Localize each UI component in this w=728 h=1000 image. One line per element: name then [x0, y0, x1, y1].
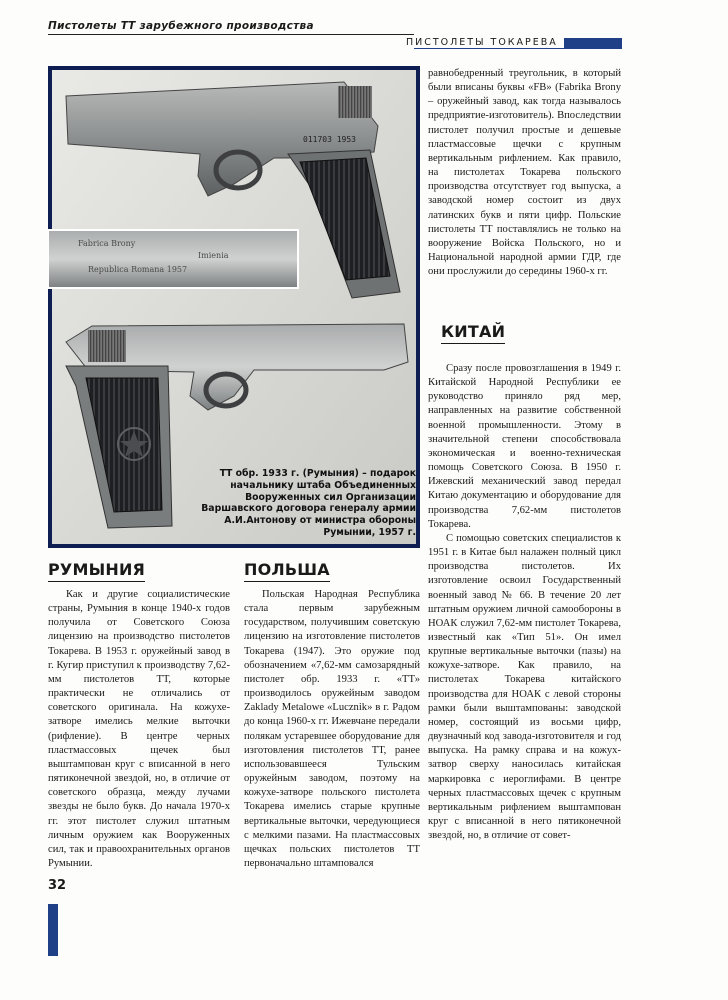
romania-heading: РУМЫНИЯ	[48, 560, 145, 582]
china-paragraph-2: С помощью советских специалистов к 1951 г. в Китае был налажен полный цикл производства пистолетов. Их изготовление освоил Государственный военный завод № 66. В течение 20 лет штатным оружием личной самообороны в НОАК служил 7,62-мм пистолет Токарева, известный как «Тип 51». Он имел крупные вертикальные выточки (пазы) на кожухе-затворе. Как правило, на пистолетах Токарева китайского производства для НОАК с левой стороны рамки были выштампованы: заводской номер, состоящий из восьми цифр, двузначный код завода-изготовителя и год выпуска. На рамку справа и на кожух-затвор сверху наносилась китайская маркировка с иероглифами. В центре черных пластмассовых щечек с крупным вертикальным рифлением выштампован круг с вписанной в него пятиконечной звездой, но, в отличие от совет-	[428, 532, 621, 842]
series-title: ПИСТОЛЕТЫ ТОКАРЕВА	[400, 37, 564, 48]
serial-marking: 011703 1953	[303, 135, 356, 144]
header-rule	[48, 34, 414, 35]
poland-paragraph: Польская Народная Республика стала первым зарубежным государством, получившим советскую лицензию на изготовление пистолетов Токарева (1947). Это оружие под обозначением «7,62-мм самозарядный пистолет обр. 1933 г. «ТТ» производилось оружейным заводом Zaklady Metalowe «Lucznik» в г. Радом до конца 1960-х гг. Ижевчане передали полякам устаревшее оборудование для изготовления пистолетов ТТ, ранее использовавшееся Тульским оружейным заводом, поэтому на кожухе-затворе польского пистолета Токарева имелись старые крупные вертикальные выточки, чередующиеся с мелкими пазами. На пластмассовых щечках польских пистолетов ТТ первоначально штамповался	[244, 589, 420, 869]
poland-column	[244, 588, 420, 871]
page-number: 32	[48, 878, 67, 893]
photo-caption: ТТ обр. 1933 г. (Румыния) – подарок начальнику штаба Объединенных Вооруженных сил Организации Варшавского договора генералу армии А.И.Антонову от министра обороны Румынии, 1957 г.	[201, 468, 416, 538]
section-title: Пистолеты ТТ зарубежного производства	[48, 20, 314, 32]
china-heading: КИТАЙ	[441, 322, 505, 344]
china-paragraph-1: Сразу после провозглашения в 1949 г. Китайской Народной Республики ее руководство приняло ряд мер, направленных на развитие собственной военной промышленности. Этому в значительной степени способствовала экономическая и военно-техническая помощь Советского Союза. В 1950 г. Ижевский механический завод передал Китаю документацию и оборудование для производства 7,62-мм пистолетов Токарева.	[428, 363, 621, 530]
romania-paragraph: Как и другие социалистические страны, Румыния в конце 1940-х годов получила от Советского Союза лицензию на производство пистолетов Токарева. В 1953 г. оружейный завод в г. Кугир приступил к производству 7,62-мм пистолетов ТТ, которые практически не отличались от советского оригинала. На кожухе-затворе имелись мелкие выточки (рифление). В центре черных пластмассовых щечек был выштампован круг с вписанной в него пятиконечной звездой, но, в отличие от советского образца, между лучами звезды не было букв. До начала 1970-х гг. этот пистолет служил штатным личным оружием как Вооруженных сил, так и правоохранительных органов Румынии.	[48, 589, 230, 869]
top-right-column	[428, 67, 621, 279]
stamp-line-1: Fabrica Brony	[78, 239, 136, 248]
china-column	[428, 362, 621, 843]
stamp-line-2: Imienia	[198, 251, 229, 260]
stamp-line-3: Republica Romana 1957	[88, 265, 188, 274]
top-right-paragraph: равнобедренный треугольник, в который были вписаны буквы «FB» (Fabrika Brony – оружейный завод, как тогда называлось предприятие-изготовитель). Впоследствии пистолет получил простые и дешевые пластмассовые щечки с крупным вертикальным рифлением. Как правило, на пистолетах Токарева польского производства отсутствует год выпуска, а заводской номер состоит из двух латинских букв и пяти цифр. Польские пистолеты ТТ поставлялись не только на вооружение Войска Польского, но и Национальной народной армии ГДР, где они прослужили до середины 1960-х гг.	[428, 68, 621, 278]
page-accent-strip	[48, 904, 58, 956]
marking-closeup	[48, 230, 298, 288]
poland-heading: ПОЛЬША	[244, 560, 330, 582]
romania-column	[48, 588, 230, 871]
